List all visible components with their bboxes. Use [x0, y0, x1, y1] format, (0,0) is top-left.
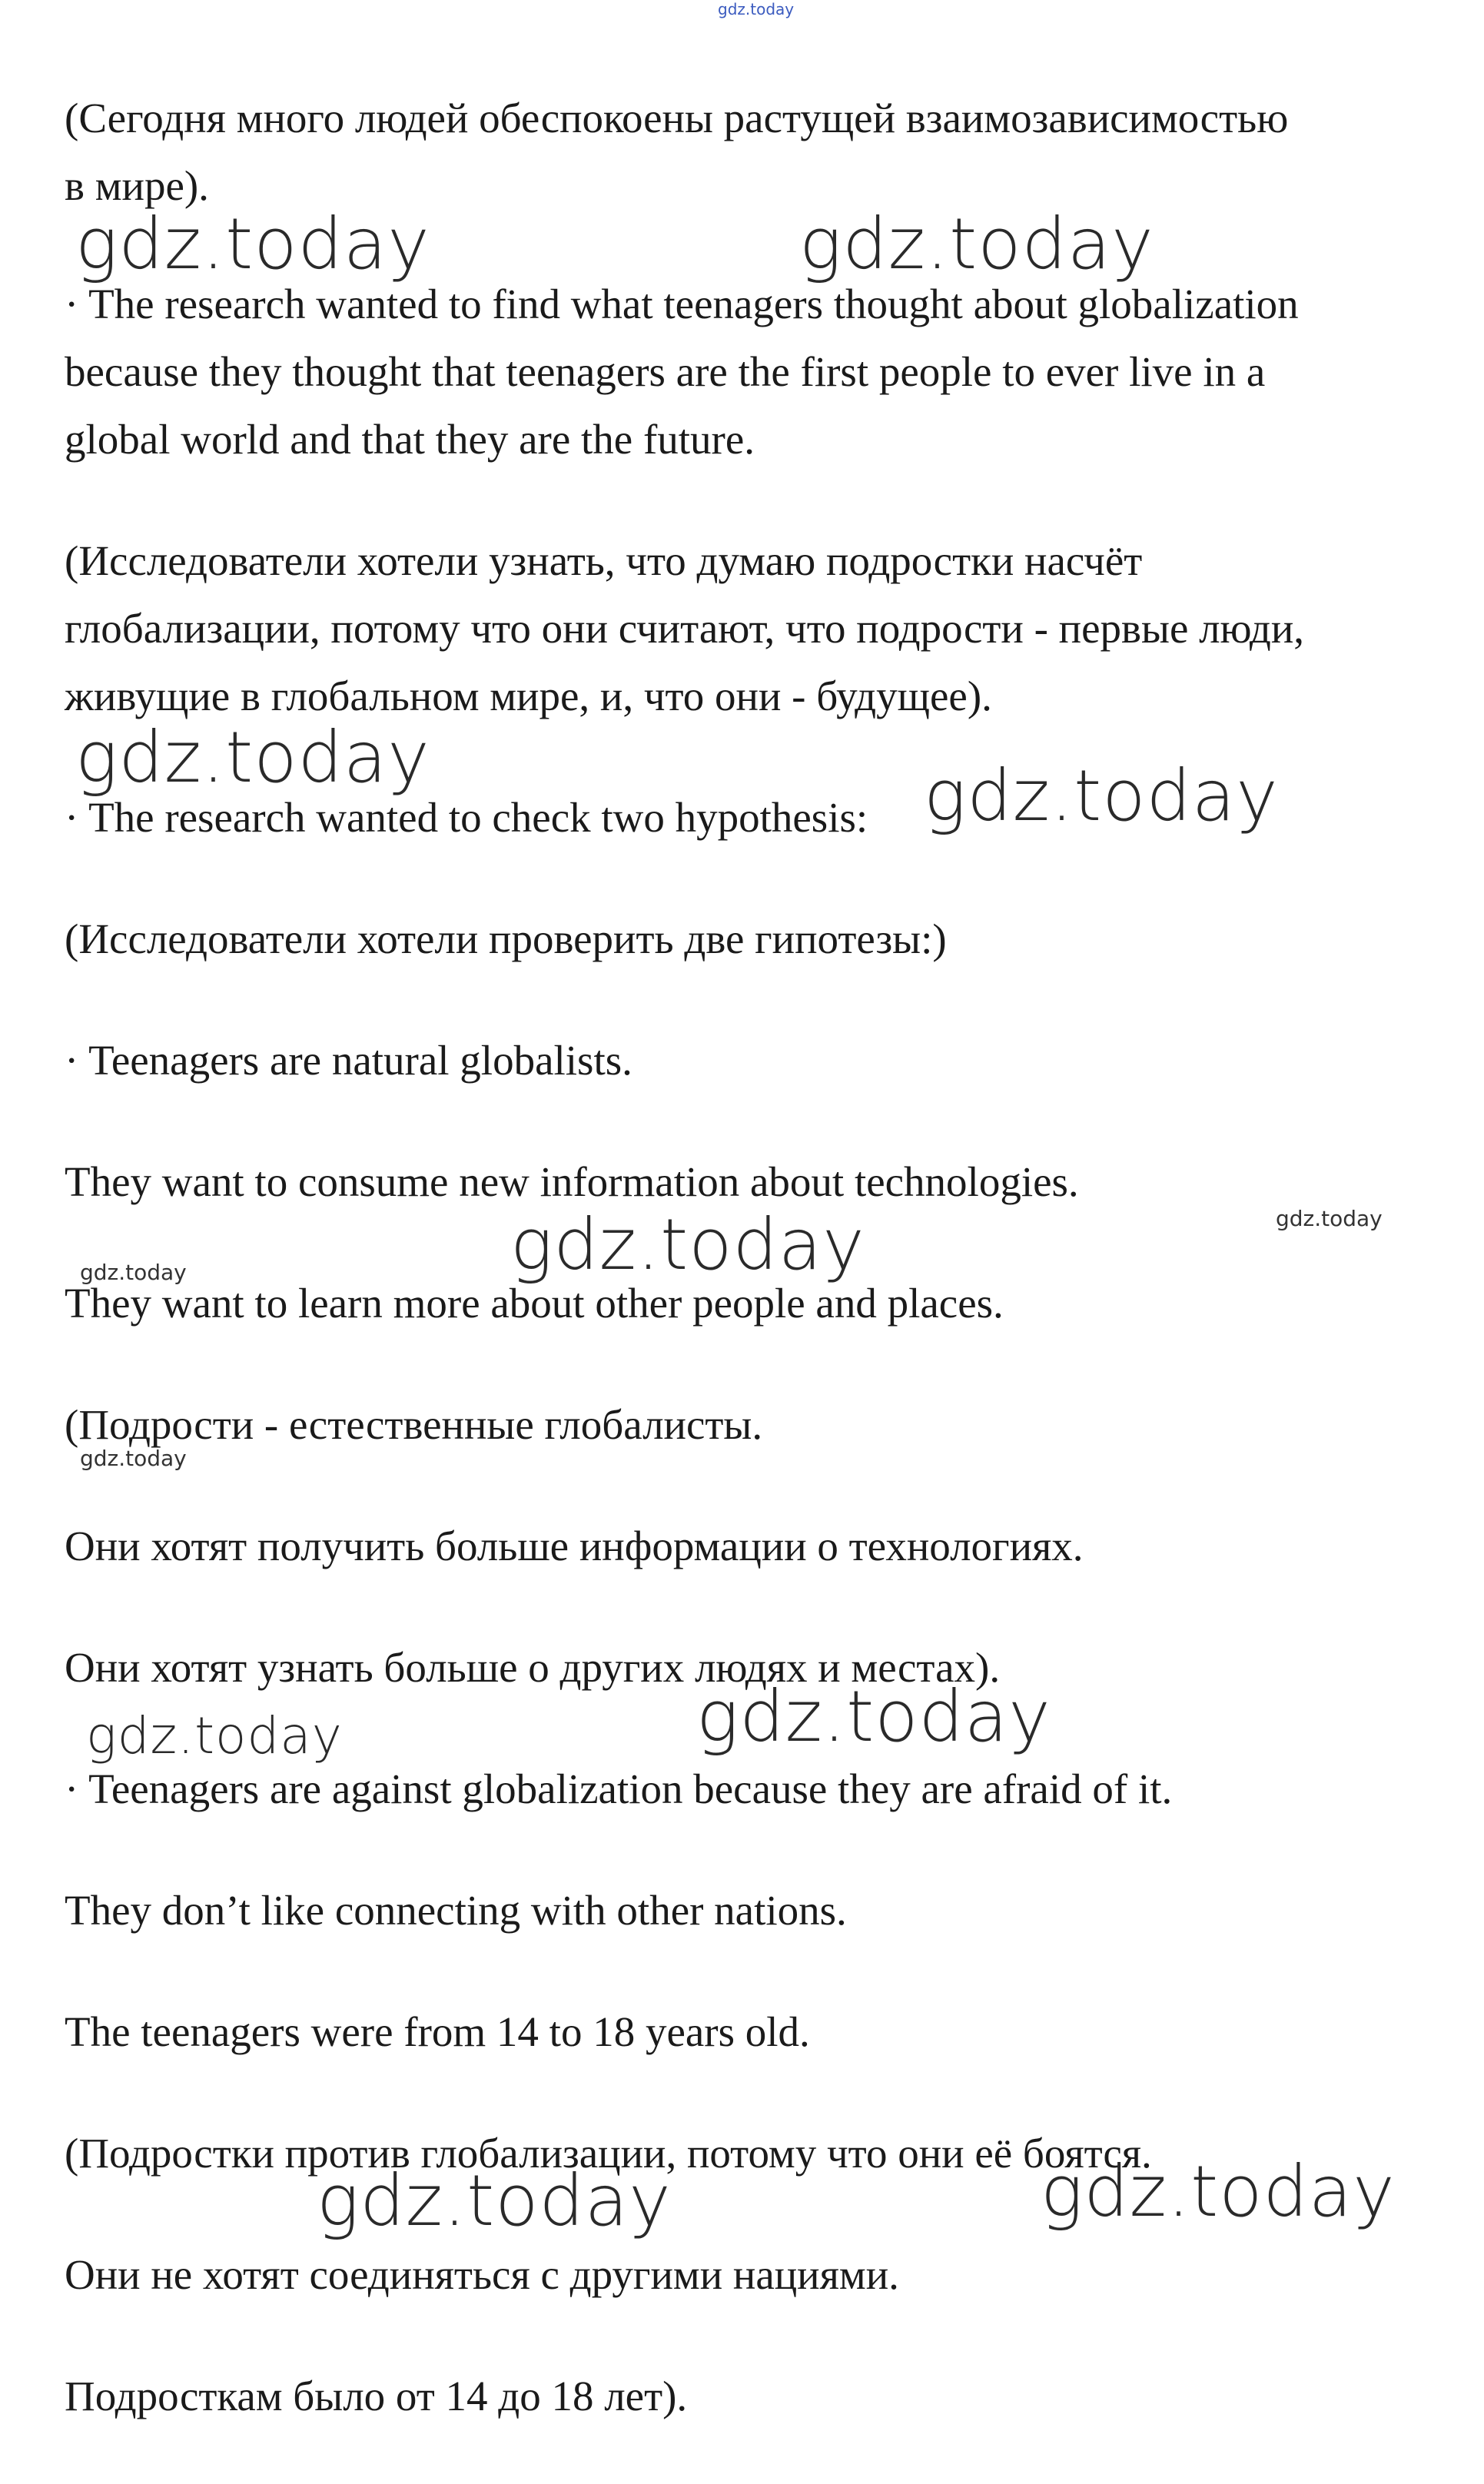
text-line: · Teenagers are against globalization because they are afraid of it. [65, 1765, 1173, 1812]
watermark: gdz.today [75, 203, 430, 285]
text-line: (Исследователи хотели узнать, что думаю подростки насчёт [65, 537, 1143, 584]
watermark: gdz.today [86, 1706, 343, 1765]
text-line: (Исследователи хотели проверить две гипотезы:) [65, 915, 947, 962]
text-line: They don’t like connecting with other nations. [65, 1887, 847, 1934]
watermark: gdz.today [80, 1260, 187, 1285]
text-line: · The research wanted to check two hypothesis: [65, 794, 868, 841]
watermark: gdz.today [696, 1675, 1051, 1758]
watermark: gdz.today [924, 755, 1279, 837]
text-line: глобализации, потому что они считают, что подрости - первые люди, [65, 605, 1305, 652]
watermark: gdz.today [1041, 2150, 1396, 2233]
text-line: Подросткам было от 14 до 18 лет). [65, 2373, 688, 2419]
text-line: Они хотят узнать больше о других людях и местах). [65, 1644, 1001, 1691]
text-line: в мире). [65, 162, 209, 209]
paragraph-6 [65, 1027, 1402, 1094]
paragraph-14 [65, 1998, 1402, 2066]
paragraph-16 [65, 2241, 1402, 2309]
paragraph-5 [65, 905, 1402, 973]
paragraph-9 [65, 1391, 1402, 1459]
paragraph-3 [65, 527, 1402, 730]
text-line: The teenagers were from 14 to 18 years old. [65, 2008, 810, 2055]
watermark: gdz.today [75, 716, 430, 799]
paragraph-12 [65, 1755, 1402, 1823]
paragraph-4 [65, 784, 1402, 852]
watermark: gdz.today [80, 1446, 187, 1471]
paragraph-13 [65, 1877, 1402, 1944]
text-line: Они не хотят соединяться с другими нациями. [65, 2251, 899, 2298]
text-line: Они хотят получить больше информации о технологиях. [65, 1523, 1084, 1569]
document-body [65, 85, 1402, 2484]
text-line: (Подрости - естественные глобалисты. [65, 1401, 763, 1448]
text-line: · The research wanted to find what teenagers thought about globalization [65, 281, 1299, 327]
watermark: gdz.today [317, 2160, 672, 2242]
text-line: (Подростки против глобализации, потому что они её боятся. [65, 2130, 1152, 2177]
text-line: They want to learn more about other people and places. [65, 1280, 1004, 1327]
paragraph-8 [65, 1270, 1402, 1337]
text-line: global world and that they are the future. [65, 416, 755, 463]
text-line: (Сегодня много людей обеспокоены растущей взаимозависимостью [65, 95, 1289, 141]
text-line: because they thought that teenagers are the first people to ever live in a [65, 348, 1266, 395]
paragraph-10 [65, 1513, 1402, 1580]
paragraph-1 [65, 85, 1402, 220]
paragraph-2 [65, 271, 1402, 473]
text-line: живущие в глобальном мире, и, что они - будущее). [65, 672, 992, 719]
watermark: gdz.today [799, 203, 1154, 285]
text-line: · Teenagers are natural globalists. [65, 1037, 632, 1084]
paragraph-15 [65, 2120, 1402, 2187]
watermark: gdz.today [1276, 1206, 1383, 1231]
watermark: gdz.today [510, 1204, 865, 1286]
top-watermark: gdz.today [718, 0, 795, 18]
text-line: They want to consume new information about technologies. [65, 1158, 1079, 1205]
paragraph-11 [65, 1634, 1402, 1702]
paragraph-17 [65, 2363, 1402, 2430]
paragraph-7 [65, 1148, 1402, 1216]
